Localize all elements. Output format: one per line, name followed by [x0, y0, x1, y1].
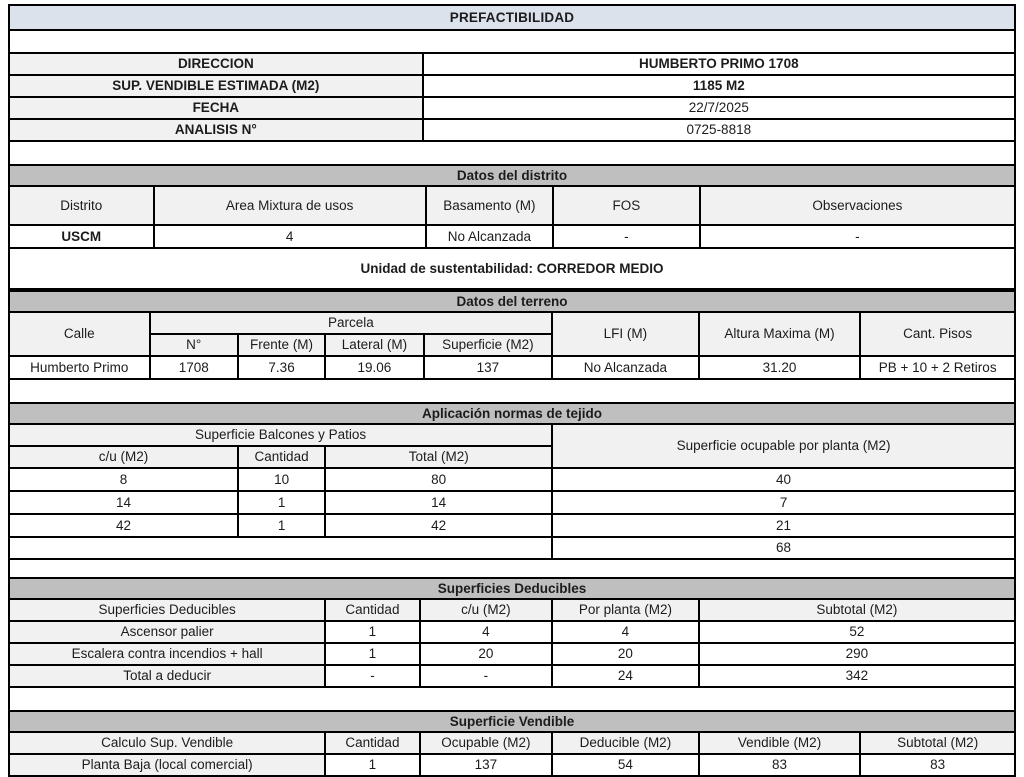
deducibles-header-por-planta: Por planta (M2): [552, 599, 699, 621]
tejido-header-cantidad: Cantidad: [238, 446, 325, 468]
distrito-header-fos: FOS: [553, 186, 700, 225]
terreno-header-superficie: Superficie (M2): [424, 334, 553, 356]
info-value-fecha: 22/7/2025: [423, 97, 1014, 119]
vendible-header-label: Calculo Sup. Vendible: [10, 732, 325, 754]
distrito-value-distrito: USCM: [10, 225, 154, 248]
tejido-row-cantidad: 1: [238, 491, 325, 514]
distrito-value-fos: -: [553, 225, 700, 248]
deducibles-row-por-planta: 4: [552, 621, 699, 643]
terreno-section-title: Datos del terreno: [10, 291, 1014, 312]
tejido-row-cantidad: 1: [238, 514, 325, 537]
spacer: [10, 560, 1014, 577]
vendible-row-vendible: 83: [699, 754, 861, 776]
terreno-header-lfi: LFI (M): [552, 312, 699, 356]
info-value-analisis: 0725-8818: [423, 119, 1014, 141]
vendible-header-subtotal: Subtotal (M2): [860, 732, 1014, 754]
distrito-header-observaciones: Observaciones: [700, 186, 1014, 225]
tejido-section: [10, 402, 1014, 560]
distrito-value-observaciones: -: [700, 225, 1014, 248]
tejido-row-cu: 14: [10, 491, 238, 514]
tejido-header-balcones: Superficie Balcones y Patios: [10, 424, 552, 446]
deducibles-header-cantidad: Cantidad: [325, 599, 419, 621]
vendible-header-vendible: Vendible (M2): [699, 732, 861, 754]
tejido-empty-cell: [10, 537, 552, 559]
terreno-value-lateral: 19.06: [325, 356, 423, 379]
terreno-header-frente: Frente (M): [238, 334, 325, 356]
info-value-direccion: HUMBERTO PRIMO 1708: [423, 53, 1014, 75]
vendible-row-label: Planta Baja (local comercial): [10, 754, 325, 776]
tejido-row-total: 14: [325, 491, 552, 514]
vendible-header-deducible: Deducible (M2): [552, 732, 699, 754]
tejido-row-cu: 42: [10, 514, 238, 537]
deducibles-row-por-planta: 20: [552, 643, 699, 665]
info-label-analisis: ANALISIS N°: [10, 119, 423, 141]
deducibles-header-cu: c/u (M2): [420, 599, 553, 621]
deducibles-section-title: Superficies Deducibles: [10, 578, 1014, 599]
terreno-header-calle: Calle: [10, 312, 150, 356]
deducibles-row-subtotal: 290: [699, 643, 1014, 665]
deducibles-row-label: Ascensor palier: [10, 621, 325, 643]
vendible-row-ocupable: 137: [420, 754, 553, 776]
spacer: [10, 31, 1014, 52]
distrito-section: [10, 164, 1014, 290]
deducibles-row-cu: 20: [420, 643, 553, 665]
spacer: [10, 688, 1014, 710]
info-value-sup-vendible: 1185 M2: [423, 75, 1014, 97]
terreno-header-parcela: Parcela: [150, 312, 553, 334]
deducibles-section: [10, 577, 1014, 688]
terreno-value-lfi: No Alcanzada: [552, 356, 699, 379]
deducibles-row-cu: 4: [420, 621, 553, 643]
info-label-sup-vendible: SUP. VENDIBLE ESTIMADA (M2): [10, 75, 423, 97]
distrito-value-basamento: No Alcanzada: [426, 225, 554, 248]
page-title: PREFACTIBILIDAD: [10, 5, 1014, 30]
terreno-header-altura: Altura Maxima (M): [699, 312, 861, 356]
deducibles-row-cantidad: 1: [325, 621, 419, 643]
distrito-header-distrito: Distrito: [10, 186, 154, 225]
tejido-row-cu: 8: [10, 468, 238, 491]
info-label-fecha: FECHA: [10, 97, 423, 119]
info-label-direccion: DIRECCION: [10, 53, 423, 75]
deducibles-row-subtotal: 342: [699, 665, 1014, 687]
terreno-value-calle: Humberto Primo: [10, 356, 150, 379]
sustentabilidad-note: Unidad de sustentabilidad: CORREDOR MEDIO: [10, 248, 1014, 289]
vendible-row-deducible: 54: [552, 754, 699, 776]
tejido-row-ocupable: 7: [552, 491, 1014, 514]
terreno-header-numero: N°: [150, 334, 238, 356]
info-section: [10, 52, 1014, 142]
deducibles-row-por-planta: 24: [552, 665, 699, 687]
tejido-header-total: Total (M2): [325, 446, 552, 468]
tejido-header-ocupable: Superficie ocupable por planta (M2): [552, 424, 1014, 468]
vendible-header-ocupable: Ocupable (M2): [420, 732, 553, 754]
tejido-row-cantidad: 10: [238, 468, 325, 491]
terreno-value-pisos: PB + 10 + 2 Retiros: [860, 356, 1014, 379]
vendible-section: [10, 710, 1014, 777]
terreno-header-lateral: Lateral (M): [325, 334, 423, 356]
distrito-section-title: Datos del distrito: [10, 165, 1014, 186]
deducibles-row-cantidad: -: [325, 665, 419, 687]
vendible-row-cantidad: 1: [325, 754, 419, 776]
tejido-row-ocupable: 40: [552, 468, 1014, 491]
vendible-header-cantidad: Cantidad: [325, 732, 419, 754]
tejido-row-total: 80: [325, 468, 552, 491]
deducibles-row-cu: -: [420, 665, 553, 687]
tejido-header-cu: c/u (M2): [10, 446, 238, 468]
vendible-section-title: Superficie Vendible: [10, 711, 1014, 732]
deducibles-row-cantidad: 1: [325, 643, 419, 665]
terreno-value-frente: 7.36: [238, 356, 325, 379]
tejido-ocupable-total: 68: [552, 537, 1014, 559]
prefactibilidad-sheet: [8, 4, 1016, 777]
distrito-value-mixtura: 4: [154, 225, 426, 248]
terreno-header-pisos: Cant. Pisos: [860, 312, 1014, 356]
deducibles-row-label: Escalera contra incendios + hall: [10, 643, 325, 665]
tejido-row-total: 42: [325, 514, 552, 537]
distrito-header-mixtura: Area Mixtura de usos: [154, 186, 426, 225]
tejido-row-ocupable: 21: [552, 514, 1014, 537]
title-section: [10, 4, 1014, 31]
terreno-value-superficie: 137: [424, 356, 553, 379]
terreno-section: [10, 290, 1014, 380]
vendible-row-subtotal: 83: [860, 754, 1014, 776]
tejido-section-title: Aplicación normas de tejido: [10, 403, 1014, 424]
spacer: [10, 380, 1014, 402]
deducibles-row-label: Total a deducir: [10, 665, 325, 687]
distrito-header-basamento: Basamento (M): [426, 186, 554, 225]
terreno-value-altura: 31.20: [699, 356, 861, 379]
deducibles-row-subtotal: 52: [699, 621, 1014, 643]
deducibles-header-label: Superficies Deducibles: [10, 599, 325, 621]
deducibles-header-subtotal: Subtotal (M2): [699, 599, 1014, 621]
spacer: [10, 142, 1014, 164]
terreno-value-numero: 1708: [150, 356, 238, 379]
